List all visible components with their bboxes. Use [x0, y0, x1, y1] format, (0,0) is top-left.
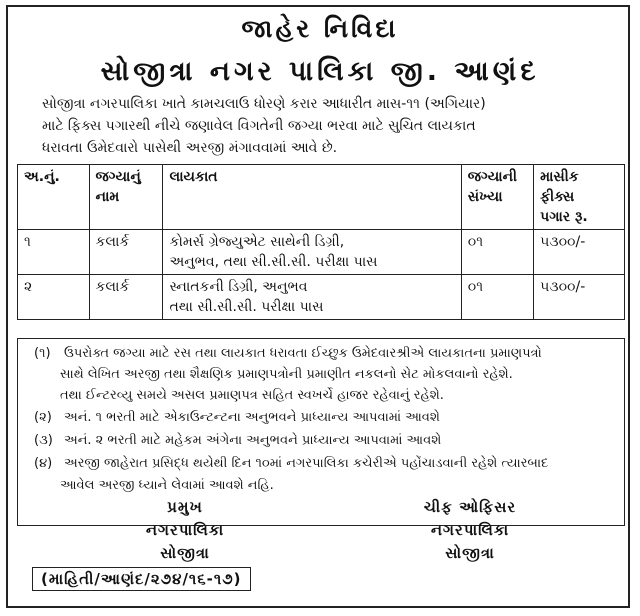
note-4: (૪) અરજી જાહેરાત પ્રસિદ્ધ થયેથી દિન ૧૦માં નગરપાલિકા કચેરીએ પહોંચાડવાની રહેશે ત્યારબાદ [34, 456, 549, 471]
note-1: (૧) ઉપરોક્ત જગ્યા માટે રસ તથા લાયકાત ધરાવતા ઈચ્છુક ઉમેદવારશ્રીએ લાયકાતના પ્રમાણપત્રો [34, 346, 542, 361]
reference-number: (માહિતી/આણંદ/૨૭૪/૧૬-૧૭) [32, 567, 251, 591]
signature-president: પ્રમુખ નગરપાલિકા સોજીત્રા [145, 498, 225, 562]
table-row [18, 230, 625, 275]
header-salary: માસીક ફીક્સ પગાર રૂ. [534, 165, 625, 230]
table-row [18, 275, 625, 320]
table-header-row [18, 165, 625, 230]
intro-line: સોજીત્રા નગરપાલિકા ખાતે કામચલાઉ ધોરણે કરાર આધારીત માસ-૧૧ (અગિયાર) [42, 96, 486, 112]
cell-sr: ૧ [18, 230, 90, 275]
intro-line: માટે ફિક્સ પગારથી નીચે જણાવેલ વિગતેની જગ્યા ભરવા માટે સુચિત લાયકાત [42, 118, 476, 134]
intro-line: ધરાવતા ઉમેદવારો પાસેથી અરજી મંગાવવામાં આવે છે. [42, 140, 338, 156]
cell-post: કલાર્ક [89, 275, 163, 320]
notice-title: જાહેર નિવિદા [241, 14, 399, 43]
header-post: જગ્યાનું નામ [89, 165, 163, 230]
cell-qualification: કોમર્સ ગ્રેજ્યુએટ સાથેની ડિગ્રી, અનુભવ, તથા સી.સી.સી. પરીક્ષા પાસ [163, 230, 461, 275]
cell-count: ૦૧ [461, 230, 533, 275]
cell-qualification: સ્નાતકની ડિગ્રી, અનુભવ તથા સી.સી.સી. પરીક્ષા પાસ [163, 275, 461, 320]
cell-salary: ૫૩૦૦/- [534, 275, 625, 320]
header-qualification: લાયકાત [163, 165, 461, 230]
notice-subtitle: સોજીત્રા નગર પાલિકા જી. આણંદ [100, 56, 540, 87]
cell-count: ૦૧ [461, 275, 533, 320]
note-3: (૩) અનં. ૨ ભરતી માટે મહેકમ અંગેના અનુભવને પ્રાધ્યાન્ય આપવામાં આવશે [34, 433, 442, 448]
note-1-continued: તથા ઈન્ટરવ્યુ સમયે અસલ પ્રમાણપત્ર સહિત સ્વખર્ચે હાજર રહેવાનું રહેશે. [60, 388, 444, 403]
cell-post: કલાર્ક [89, 230, 163, 275]
header-count: જગ્યાની સંખ્યા [461, 165, 533, 230]
signature-chief-officer: ચીફ ઓફિસર નગરપાલિકા સોજીત્રા [423, 498, 517, 562]
cell-salary: ૫૩૦૦/- [534, 230, 625, 275]
note-4-continued: આવેલ અરજી ધ્યાને લેવામાં આવશે નહિ. [60, 478, 274, 493]
vacancy-table [17, 164, 625, 320]
intro-paragraph [42, 93, 612, 159]
cell-sr: ૨ [18, 275, 90, 320]
note-2: (૨) અનં. ૧ ભરતી માટે એકાઉન્ટન્ટના અનુભવને પ્રાધ્યાન્ય આપવામાં આવશે [34, 410, 440, 425]
note-1-continued: સાથે લેખિત અરજી તથા શૈક્ષણિક પ્રમાણપત્રોની પ્રમાણીત નકલનો સેટ મોકલવાનો રહેશે. [60, 367, 513, 382]
header-sr: અ.નું. [18, 165, 90, 230]
